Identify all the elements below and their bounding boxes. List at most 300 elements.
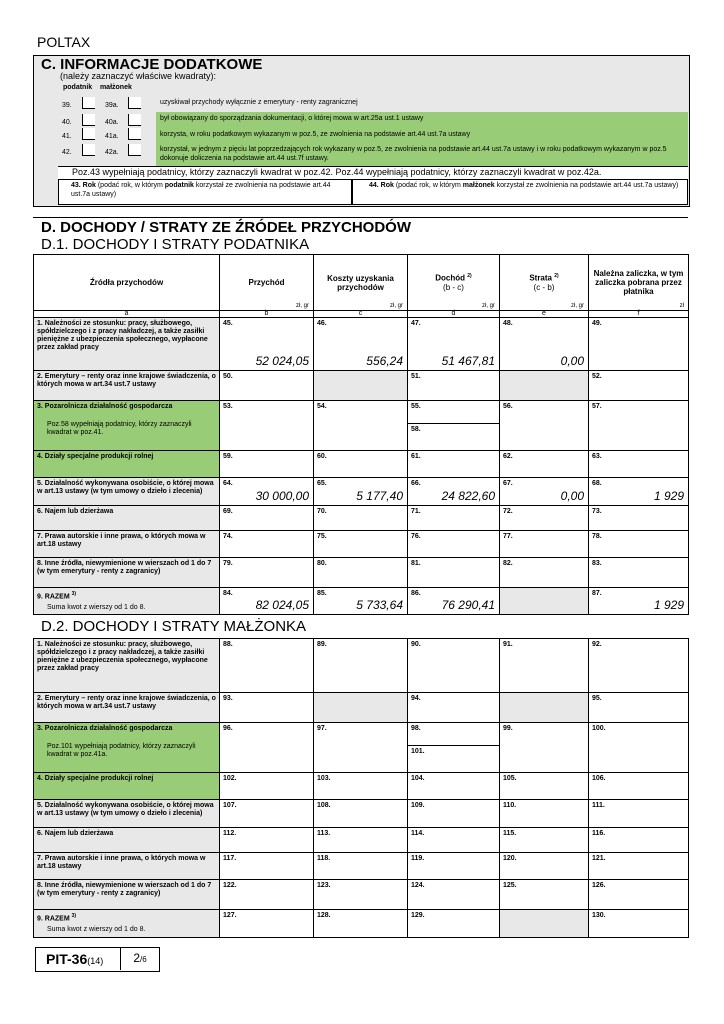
- field-value: 5 733,64: [356, 598, 403, 613]
- field-num: 67.: [503, 480, 513, 487]
- table-row: [34, 639, 689, 693]
- field-66[interactable]: [408, 478, 500, 506]
- table-row: [34, 853, 689, 880]
- field-blank: [314, 693, 408, 723]
- table-row: [34, 773, 689, 800]
- field-116[interactable]: [589, 828, 689, 853]
- field-num: 81.: [411, 560, 421, 567]
- field-118[interactable]: [314, 853, 408, 880]
- field-num: 121.: [592, 855, 606, 862]
- field-91[interactable]: [500, 639, 589, 693]
- hdr-zaliczka: [589, 255, 689, 311]
- hdr-koszty-label: Koszty uzyskania przychodów: [327, 273, 394, 292]
- hdr-dochod: [408, 255, 500, 311]
- field-num: 78.: [592, 533, 602, 540]
- field-130[interactable]: [589, 910, 689, 938]
- table-row: [34, 828, 689, 853]
- field-95[interactable]: [589, 693, 689, 723]
- field-103[interactable]: [314, 773, 408, 800]
- checkbox-39a[interactable]: [128, 97, 141, 109]
- field-blank: [314, 371, 408, 401]
- field-num: 111.: [592, 802, 605, 809]
- field-num: 64.: [223, 480, 233, 487]
- num-40: 40.: [62, 119, 72, 126]
- poltax-brand: POLTAX: [37, 34, 91, 50]
- field-num: 56.: [503, 403, 513, 410]
- hdr-zrodla-label: Źródła przychodów: [89, 278, 164, 287]
- section-d-rule: [33, 217, 688, 218]
- hdr-strata-sup: 2): [554, 273, 559, 280]
- field-num: 47.: [411, 320, 421, 327]
- field-num: 101.: [411, 748, 425, 755]
- field-110[interactable]: [500, 800, 589, 828]
- field-num: 69.: [223, 508, 233, 515]
- field-num: 52.: [592, 373, 602, 380]
- field-81[interactable]: [408, 558, 500, 588]
- section-c-subtitle: (należy zaznaczyć właściwe kwadraty):: [60, 71, 217, 81]
- form-version: (14): [87, 956, 104, 966]
- section-c-title: C. INFORMACJE DODATKOWE: [41, 56, 263, 73]
- hdr-przychod-label: Przychód: [248, 278, 285, 287]
- field-111[interactable]: [589, 800, 689, 828]
- field-55[interactable]: [408, 401, 500, 451]
- unit-label: zł, gr: [481, 303, 495, 309]
- field-56[interactable]: [500, 401, 589, 451]
- field-89[interactable]: [314, 639, 408, 693]
- field-num: 89.: [317, 641, 327, 648]
- checkbox-41a[interactable]: [128, 128, 141, 140]
- field-num: 110.: [503, 802, 517, 809]
- row-label: 4. Działy specjalne produkcji rolnej: [34, 451, 220, 478]
- field-num: 66.: [411, 480, 421, 487]
- field-num: 84.: [223, 590, 233, 597]
- field-num: 57.: [592, 403, 602, 410]
- field-value: 52 024,05: [255, 354, 309, 368]
- field-num: 96.: [223, 725, 233, 732]
- field-53[interactable]: [220, 401, 314, 451]
- field-97[interactable]: [314, 723, 408, 773]
- field-127[interactable]: [220, 910, 314, 938]
- table-row: [34, 401, 689, 451]
- field-num: 77.: [503, 533, 513, 540]
- field-num: 74.: [223, 533, 233, 540]
- field-109[interactable]: [408, 800, 500, 828]
- field-value: 0,00: [560, 489, 584, 503]
- field-105[interactable]: [500, 773, 589, 800]
- checkbox-42[interactable]: [82, 144, 95, 156]
- field-num: 91.: [503, 641, 513, 648]
- row-label-text: 9. RAZEM: [37, 915, 70, 923]
- field-61[interactable]: [408, 451, 500, 478]
- field-num: 114.: [411, 830, 425, 837]
- field-value: 24 822,60: [441, 489, 495, 503]
- row-label-sub: Suma kwot z wierszy od 1 do 8.: [47, 926, 146, 934]
- field-value: 76 290,41: [441, 598, 495, 613]
- field-num: 126.: [592, 882, 606, 889]
- field-num: 102.: [223, 775, 237, 782]
- field-45[interactable]: [220, 318, 314, 371]
- table-row: [34, 318, 689, 371]
- checkbox-42a[interactable]: [128, 144, 141, 156]
- field-num: 93.: [223, 695, 233, 702]
- field-num: 108.: [317, 802, 331, 809]
- checkbox-41[interactable]: [82, 128, 95, 140]
- field-85[interactable]: [314, 588, 408, 615]
- field-num: 70.: [317, 508, 327, 515]
- field-67[interactable]: [500, 478, 589, 506]
- field-num: 59.: [223, 453, 233, 460]
- field-69[interactable]: [220, 506, 314, 531]
- field-80[interactable]: [314, 558, 408, 588]
- box44-text2: korzystał ze zwolnienia na podstawie art.44 ust.7a ustawy): [494, 182, 679, 189]
- field-76[interactable]: [408, 531, 500, 558]
- field-value: 82 024,05: [255, 598, 309, 613]
- field-51[interactable]: [408, 371, 500, 401]
- field-72[interactable]: [500, 506, 589, 531]
- field-120[interactable]: [500, 853, 589, 880]
- field-108[interactable]: [314, 800, 408, 828]
- row-label-sub: Poz.58 wypełniają podatnicy, którzy zaznaczyli kwadrat w poz.41.: [47, 421, 192, 436]
- field-num: 50.: [223, 373, 233, 380]
- field-num: 99.: [503, 725, 513, 732]
- field-num: 49.: [592, 320, 602, 327]
- d2-table: [33, 638, 689, 938]
- field-value: 5 177,40: [356, 489, 403, 503]
- unit-label: zł, gr: [570, 303, 584, 309]
- row-label-text: 3. Pozarolnicza działalność gospodarcza: [37, 725, 173, 732]
- field-93[interactable]: [220, 693, 314, 723]
- section-d-title: D. DOCHODY / STRATY ZE ŹRÓDEŁ PRZYCHODÓW: [41, 219, 412, 236]
- row-41-text: korzysta, w roku podatkowym wykazanym w poz.5, ze zwolnienia na podstawie art.44 ust.7a ustawy: [156, 128, 688, 142]
- field-79[interactable]: [220, 558, 314, 588]
- row-label: 1. Należności ze stosunku: pracy, służbowego, spółdzielczego i z pracy nakładczej, a także zasiłki pieniężne z ubezpieczenia społecznego, wypłacone przez zakład pracy: [34, 639, 220, 693]
- field-126[interactable]: [589, 880, 689, 910]
- field-value: 0,00: [560, 354, 584, 368]
- field-num: 129.: [411, 912, 425, 919]
- row-label: 5. Działalność wykonywana osobiście, o której mowa w art.13 ustawy (w tym umowy o dzieło i zlecenia): [34, 800, 220, 828]
- field-num: 100.: [592, 725, 606, 732]
- field-num: 51.: [411, 373, 421, 380]
- box44-num: 44. Rok: [369, 182, 394, 189]
- section-d2-title: D.2. DOCHODY I STRATY MAŁŻONKA: [41, 618, 307, 635]
- field-blank: [500, 910, 589, 938]
- table-row: [34, 723, 689, 773]
- field-num: 122.: [223, 882, 237, 889]
- table-row: [34, 880, 689, 910]
- field-77[interactable]: [500, 531, 589, 558]
- field-60[interactable]: [314, 451, 408, 478]
- field-num: 83.: [592, 560, 602, 567]
- field-100[interactable]: [589, 723, 689, 773]
- field-num: 76.: [411, 533, 421, 540]
- row-label: 2. Emerytury – renty oraz inne krajowe świadczenia, o których mowa w art.34 ust.7 ustawy: [34, 693, 220, 723]
- col-malzonek: małżonek: [99, 84, 132, 91]
- field-49[interactable]: [589, 318, 689, 371]
- row-label-sup: 3): [71, 913, 77, 919]
- field-num: 128.: [317, 912, 331, 919]
- field-num: 71.: [411, 508, 421, 515]
- field-94[interactable]: [408, 693, 500, 723]
- field-num: 125.: [503, 882, 517, 889]
- field-65[interactable]: [314, 478, 408, 506]
- field-value: 30 000,00: [255, 489, 309, 503]
- field-128[interactable]: [314, 910, 408, 938]
- row-label-sub: Poz.101 wypełniają podatnicy, którzy zaznaczyli kwadrat w poz.41a.: [47, 743, 196, 758]
- field-87[interactable]: [589, 588, 689, 615]
- row-label: [34, 910, 220, 938]
- field-num: 61.: [411, 453, 421, 460]
- unit-zl-label: zł: [679, 303, 684, 309]
- field-num: 88.: [223, 641, 233, 648]
- field-num: 104.: [411, 775, 425, 782]
- table-row: [34, 506, 689, 531]
- num-40a: 40a.: [105, 119, 119, 126]
- num-39: 39.: [62, 102, 72, 109]
- num-42a: 42a.: [105, 149, 119, 156]
- col-letter: e: [500, 311, 589, 318]
- field-num: 98.: [411, 725, 421, 732]
- field-num: 103.: [317, 775, 331, 782]
- field-num: 97.: [317, 725, 327, 732]
- field-74[interactable]: [220, 531, 314, 558]
- row-label-text: 9. RAZEM: [37, 593, 70, 601]
- checkbox-40a[interactable]: [128, 114, 141, 126]
- field-92[interactable]: [589, 639, 689, 693]
- field-num: 127.: [223, 912, 237, 919]
- field-value: 556,24: [366, 354, 403, 368]
- field-num: 120.: [503, 855, 517, 862]
- page-number: [120, 947, 159, 970]
- field-84[interactable]: [220, 588, 314, 615]
- field-num: 115.: [503, 830, 517, 837]
- field-num: 79.: [223, 560, 233, 567]
- row-label-sub: Suma kwot z wierszy od 1 do 8.: [47, 604, 146, 612]
- hdr-dochod-label: Dochód: [435, 273, 466, 283]
- field-106[interactable]: [589, 773, 689, 800]
- field-num: 55.: [411, 403, 421, 410]
- field-82[interactable]: [500, 558, 589, 588]
- row-label: 7. Prawa autorskie i inne prawa, o których mowa w art.18 ustawy: [34, 853, 220, 880]
- num-42: 42.: [62, 149, 72, 156]
- field-num: 130.: [592, 912, 606, 919]
- field-86[interactable]: [408, 588, 500, 615]
- field-num: 48.: [503, 320, 513, 327]
- field-75[interactable]: [314, 531, 408, 558]
- field-num: 94.: [411, 695, 421, 702]
- field-num: 119.: [411, 855, 425, 862]
- table-row: [34, 371, 689, 401]
- col-letter: a: [34, 311, 220, 318]
- table-row: [34, 531, 689, 558]
- field-46[interactable]: [314, 318, 408, 371]
- field-48[interactable]: [500, 318, 589, 371]
- row-label: 1. Należności ze stosunku: pracy, służbowego, spółdzielczego i z pracy nakładczej, a także zasiłki pieniężne z ubezpieczenia społecznego, wypłacone przez zakład pracy: [34, 318, 220, 371]
- field-68[interactable]: [589, 478, 689, 506]
- row-39-text: uzyskiwał przychody wyłącznie z emerytury - renty zagranicznej: [160, 99, 358, 106]
- field-num: 68.: [592, 480, 602, 487]
- field-num: 124.: [411, 882, 425, 889]
- row-label: 6. Najem lub dzierżawa: [34, 506, 220, 531]
- field-113[interactable]: [314, 828, 408, 853]
- row-label: [34, 723, 220, 773]
- col-letter: d: [408, 311, 500, 318]
- field-121[interactable]: [589, 853, 689, 880]
- field-47[interactable]: [408, 318, 500, 371]
- row-label: 6. Najem lub dzierżawa: [34, 828, 220, 853]
- field-value: 51 467,81: [441, 354, 495, 368]
- col-podatnik: podatnik: [63, 84, 93, 91]
- field-117[interactable]: [220, 853, 314, 880]
- field-num: 123.: [317, 882, 331, 889]
- field-num: 107.: [223, 802, 237, 809]
- field-99[interactable]: [500, 723, 589, 773]
- box43-bold: podatnik: [164, 182, 194, 189]
- field-num: 46.: [317, 320, 327, 327]
- field-115[interactable]: [500, 828, 589, 853]
- field-112[interactable]: [220, 828, 314, 853]
- field-54[interactable]: [314, 401, 408, 451]
- field-num: 92.: [592, 641, 602, 648]
- field-59[interactable]: [220, 451, 314, 478]
- field-52[interactable]: [589, 371, 689, 401]
- unit-label: zł, gr: [389, 303, 403, 309]
- d1-table: [33, 254, 689, 615]
- field-num: 65.: [317, 480, 327, 487]
- checkbox-39[interactable]: [82, 97, 95, 109]
- row-label: 8. Inne źródła, niewymienione w wierszach od 1 do 7 (w tym emerytury - renty z zagranicy): [34, 880, 220, 910]
- field-num: 80.: [317, 560, 327, 567]
- unit-label: zł, gr: [295, 303, 309, 309]
- box43-text: (podać rok, w którym: [95, 182, 165, 189]
- field-num: 95.: [592, 695, 602, 702]
- hdr-dochod-sup: 2): [467, 273, 472, 280]
- field-num: 90.: [411, 641, 421, 648]
- form-name: PIT-36: [46, 951, 88, 967]
- row-label: 5. Działalność wykonywana osobiście, o której mowa w art.13 ustawy (w tym umowy o dzieło i zlecenia): [34, 478, 220, 506]
- field-123[interactable]: [314, 880, 408, 910]
- page-total: /6: [140, 955, 147, 964]
- table-row: [34, 588, 689, 615]
- field-64[interactable]: [220, 478, 314, 506]
- field-90[interactable]: [408, 639, 500, 693]
- field-57[interactable]: [589, 401, 689, 451]
- table-row: [34, 693, 689, 723]
- box-43-year[interactable]: [58, 179, 352, 205]
- field-num: 116.: [592, 830, 606, 837]
- field-88[interactable]: [220, 639, 314, 693]
- field-num: 106.: [592, 775, 606, 782]
- field-83[interactable]: [589, 558, 689, 588]
- form-id: [36, 948, 120, 970]
- note-43-44: Poz.43 wypełniają podatnicy, którzy zaznaczyli kwadrat w poz.42. Poz.44 wypełniają podatnicy, którzy zaznaczyli kwadrat w poz.42a.: [58, 166, 688, 179]
- field-num: 86.: [411, 590, 421, 597]
- field-124[interactable]: [408, 880, 500, 910]
- page-current: 2: [133, 951, 140, 965]
- row-label: 2. Emerytury – renty oraz inne krajowe świadczenia, o których mowa w art.34 ust.7 ustawy: [34, 371, 220, 401]
- box44-bold: małżonek: [462, 182, 495, 189]
- field-num: 117.: [223, 855, 237, 862]
- field-71[interactable]: [408, 506, 500, 531]
- field-num: 72.: [503, 508, 513, 515]
- field-96[interactable]: [220, 723, 314, 773]
- table-row: [34, 558, 689, 588]
- field-num: 109.: [411, 802, 425, 809]
- field-62[interactable]: [500, 451, 589, 478]
- table-row: [34, 451, 689, 478]
- field-num: 58.: [411, 426, 421, 433]
- row-label-sup: 3): [71, 591, 77, 597]
- hdr-strata-label: Strata: [529, 273, 552, 283]
- field-98[interactable]: [408, 723, 500, 773]
- field-num: 62.: [503, 453, 513, 460]
- section-d1-title: D.1. DOCHODY I STRATY PODATNIKA: [41, 236, 310, 253]
- field-102[interactable]: [220, 773, 314, 800]
- hdr-przychod: [220, 255, 314, 311]
- checkbox-40[interactable]: [82, 114, 95, 126]
- field-78[interactable]: [589, 531, 689, 558]
- col-letter: c: [314, 311, 408, 318]
- field-119[interactable]: [408, 853, 500, 880]
- field-value: 1 929: [653, 489, 684, 503]
- num-39a: 39a.: [105, 102, 119, 109]
- col-letter: f: [589, 311, 689, 318]
- field-107[interactable]: [220, 800, 314, 828]
- field-num: 75.: [317, 533, 327, 540]
- hdr-dochod-sub: (b - c): [443, 282, 464, 292]
- field-104[interactable]: [408, 773, 500, 800]
- field-num: 112.: [223, 830, 237, 837]
- col-letter: b: [220, 311, 314, 318]
- num-41a: 41a.: [105, 133, 119, 140]
- field-blank: [500, 693, 589, 723]
- row-42-text: korzystał, w jednym z pięciu lat poprzedzających rok wykazany w poz.5, ze zwolnienia na podstawie art.44 ust.7a ustawy i w roku podatkowym wykazanym w poz.5 dokonuje doliczenia na podstawie art.44 ust.7f ustawy.: [156, 142, 688, 166]
- field-blank: [500, 371, 589, 401]
- table-row: [34, 800, 689, 828]
- field-num: 87.: [592, 590, 602, 597]
- box44-text: (podać rok, w którym: [393, 182, 463, 189]
- field-num: 118.: [317, 855, 331, 862]
- table-row: [34, 478, 689, 506]
- field-122[interactable]: [220, 880, 314, 910]
- row-label: [34, 588, 220, 615]
- field-50[interactable]: [220, 371, 314, 401]
- field-num: 53.: [223, 403, 233, 410]
- field-num: 45.: [223, 320, 233, 327]
- field-70[interactable]: [314, 506, 408, 531]
- field-129[interactable]: [408, 910, 500, 938]
- field-num: 105.: [503, 775, 517, 782]
- field-num: 82.: [503, 560, 513, 567]
- row-label-text: 3. Pozarolnicza działalność gospodarcza: [37, 403, 173, 410]
- box-44-year[interactable]: [352, 179, 688, 205]
- field-63[interactable]: [589, 451, 689, 478]
- box43-text2: korzystał ze zwolnienia na podstawie art.44 ust.7a ustawy): [71, 182, 331, 198]
- field-125[interactable]: [500, 880, 589, 910]
- field-value: 1 929: [653, 598, 684, 613]
- hdr-strata: [500, 255, 589, 311]
- hdr-zaliczka-label: Należna zaliczka, w tym zaliczka pobrana przez płatnika: [593, 269, 684, 296]
- num-41: 41.: [62, 133, 72, 140]
- hdr-zrodla: [34, 255, 220, 311]
- field-num: 73.: [592, 508, 602, 515]
- field-114[interactable]: [408, 828, 500, 853]
- row-label: 8. Inne źródła, niewymienione w wierszach od 1 do 7 (w tym emerytury - renty z zagranicy): [34, 558, 220, 588]
- box43-num: 43. Rok: [71, 182, 96, 189]
- field-73[interactable]: [589, 506, 689, 531]
- hdr-strata-sub: (c - b): [533, 282, 555, 292]
- row-label: 7. Prawa autorskie i inne prawa, o których mowa w art.18 ustawy: [34, 531, 220, 558]
- field-num: 113.: [317, 830, 331, 837]
